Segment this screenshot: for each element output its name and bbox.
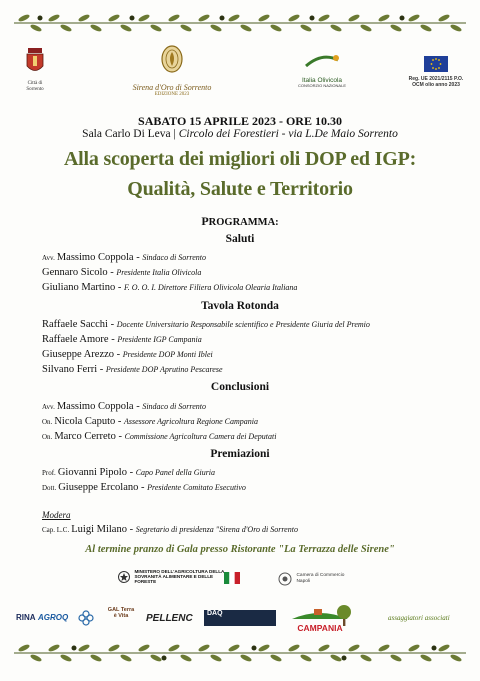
speaker-role: F. O. O. I. Direttore Filiera Olivicola Olearia Italiana — [123, 283, 298, 292]
speaker-role: Capo Panel della Giuria — [135, 468, 216, 477]
venue-hall: Sala Carlo Di Leva — [82, 128, 171, 140]
italia-olivicola-logo — [292, 52, 352, 89]
speaker-role: Presidente DOP Monti Iblei — [122, 350, 213, 359]
olive-garland-top — [14, 12, 466, 34]
programma-rest: ROGRAMMA: — [208, 217, 279, 228]
pellenc-logo: PELLENC — [146, 613, 193, 624]
speaker-row: Gennaro Sicolo - Presidente Italia Olivicola — [42, 267, 202, 278]
speaker-role: Presidente IGP Campania — [117, 335, 202, 344]
italia-olivicola-label: Italia Olivicola — [301, 77, 343, 84]
speaker-role: Segretario di presidenza "Sirena d'Oro di Sorrento — [135, 525, 298, 534]
speaker-name: Massimo Coppola — [56, 401, 134, 412]
venue-address: Circolo dei Forestieri - via L.De Maio Sorrento — [178, 128, 398, 140]
eu-flag-icon — [424, 56, 448, 72]
camera-commercio-icon — [278, 572, 292, 586]
venue-separator: | — [170, 128, 179, 140]
crest-icon — [25, 48, 45, 76]
speaker-name: Raffaele Sacchi — [42, 319, 108, 330]
closing-line: Al termine pranzo di Gala presso Ristorante "La Terrazza delle Sirene" — [85, 544, 395, 555]
speaker-prefix: On. — [42, 433, 53, 441]
section-saluti: Saluti — [225, 233, 255, 245]
speaker-row: Prof. Giovanni Pipolo - Capo Panel della Giuria — [42, 467, 216, 478]
agroq-logo: AGROQ — [38, 613, 69, 622]
speaker-name: Giovanni Pipolo — [57, 467, 127, 478]
speaker-role: Commissione Agricoltura Camera dei Deputati — [124, 432, 277, 441]
gal-logo: GAL Terra è Vita — [107, 607, 135, 620]
eu-caption-2: OCM olio anno 2023 — [412, 81, 460, 88]
speaker-name: Silvano Ferri — [42, 364, 98, 375]
sirena-title: Sirena d'Oro di Sorrento — [132, 83, 212, 92]
speaker-row: On. Nicola Caputo - Assessore Agricoltura Regione Campania — [42, 416, 259, 427]
speaker-name: Raffaele Amore — [42, 334, 109, 345]
speaker-prefix: Avv. — [42, 403, 55, 411]
section-premiazioni: Premiazioni — [210, 448, 270, 460]
italian-flag-icon — [224, 572, 240, 584]
modera-label: Modera — [42, 510, 71, 520]
speaker-prefix: Avv. — [42, 254, 55, 262]
speaker-name: Nicola Caputo — [54, 416, 116, 427]
sirena-medal-icon — [159, 44, 185, 78]
assaggiatori-logo: assaggiatori associati — [388, 614, 450, 622]
speaker-name: Marco Cerreto — [54, 431, 116, 442]
event-venue — [0, 128, 480, 140]
olive-tree-icon — [334, 604, 354, 626]
campania-text: CAMPANIA — [297, 623, 343, 633]
italia-olivicola-sub: CONSORZIO NAZIONALE — [297, 83, 346, 89]
speaker-row: Avv. Massimo Coppola - Sindaco di Sorrento — [42, 252, 207, 263]
section-conclusioni: Conclusioni — [210, 381, 270, 393]
olive-swoosh-icon — [302, 52, 342, 72]
rina-logo: RINA — [16, 613, 36, 622]
olive-garland-bottom — [14, 642, 466, 664]
sirena-oro-logo — [112, 44, 232, 98]
speaker-role: Sindaco di Sorrento — [142, 253, 207, 262]
speaker-row: Avv. Massimo Coppola - Sindaco di Sorrento — [42, 401, 207, 412]
moderator-row: Cap. L.C. Luigi Milano - Segretario di presidenza "Sirena d'Oro di Sorrento — [42, 524, 298, 535]
speaker-prefix: Dott. — [42, 484, 57, 492]
speaker-role: Presidente DOP Aprutino Pescarese — [105, 365, 223, 374]
sorrento-caption: Città di Sorrento — [26, 81, 44, 92]
speaker-row: On. Marco Cerreto - Commissione Agricoltura Camera dei Deputati — [42, 431, 277, 442]
speaker-name: Luigi Milano — [71, 524, 127, 535]
camera-commercio-text: Camera di Commercio Napoli — [296, 573, 345, 584]
section-tavola-rotonda: Tavola Rotonda — [201, 300, 279, 312]
eu-caption-1: Reg. UE 2021/2115 P.O. — [408, 76, 464, 82]
daq-logo: DAQ — [204, 610, 276, 626]
speaker-name: Gennaro Sicolo — [42, 267, 108, 278]
speaker-prefix: Prof. — [42, 469, 56, 477]
sirena-edition: EDIZIONE 2023 — [154, 92, 190, 97]
sorrento-crest-logo — [20, 48, 50, 92]
speaker-role: Presidente Comitato Esecutivo — [147, 483, 246, 492]
speaker-name: Giuliano Martino — [42, 282, 116, 293]
speaker-name: Giuseppe Ercolano — [58, 482, 139, 493]
speaker-role: Docente Universitario Responsabile scientifico e Presidente Giuria del Premio — [116, 320, 370, 329]
event-title-line1: Alla scoperta dei migliori oli DOP ed IGP: — [63, 148, 417, 170]
event-title-line2: Qualità, Salute e Territorio — [127, 178, 353, 200]
speaker-name: Massimo Coppola — [56, 252, 134, 263]
speaker-row: Silvano Ferri - Presidente DOP Aprutino Pescarese — [42, 364, 223, 375]
speaker-prefix: Cap. L.C. — [42, 526, 70, 534]
speaker-role: Sindaco di Sorrento — [142, 402, 207, 411]
flower-icon — [78, 610, 94, 626]
eu-flag-logo — [404, 56, 468, 88]
speaker-row: Giuseppe Arezzo - Presidente DOP Monti Iblei — [42, 349, 213, 360]
speaker-row: Giuliano Martino - F. O. O. I. Direttore Filiera Olivicola Olearia Italiana — [42, 282, 298, 293]
speaker-name: Giuseppe Arezzo — [42, 349, 115, 360]
speaker-row: Raffaele Sacchi - Docente Universitario Responsabile scientifico e Presidente Giuria del Premio — [42, 319, 370, 330]
programma-heading — [0, 214, 480, 229]
speaker-role: Assessore Agricoltura Regione Campania — [124, 417, 259, 426]
event-date: SABATO 15 APRILE 2023 - ORE 10.30 — [138, 114, 342, 128]
camera-commercio-logo — [278, 570, 358, 588]
speaker-role: Presidente Italia Olivicola — [116, 268, 202, 277]
speaker-row: Raffaele Amore - Presidente IGP Campania — [42, 334, 202, 345]
republic-emblem-icon — [118, 570, 130, 584]
speaker-prefix: On. — [42, 418, 53, 426]
programma-initial: P — [201, 214, 209, 228]
ministero-text: MINISTERO DELL'AGRICOLTURA DELLA SOVRANITÀ ALIMENTARE E DELLE FORESTE — [134, 568, 225, 585]
speaker-row: Dott. Giuseppe Ercolano - Presidente Comitato Esecutivo — [42, 482, 246, 493]
